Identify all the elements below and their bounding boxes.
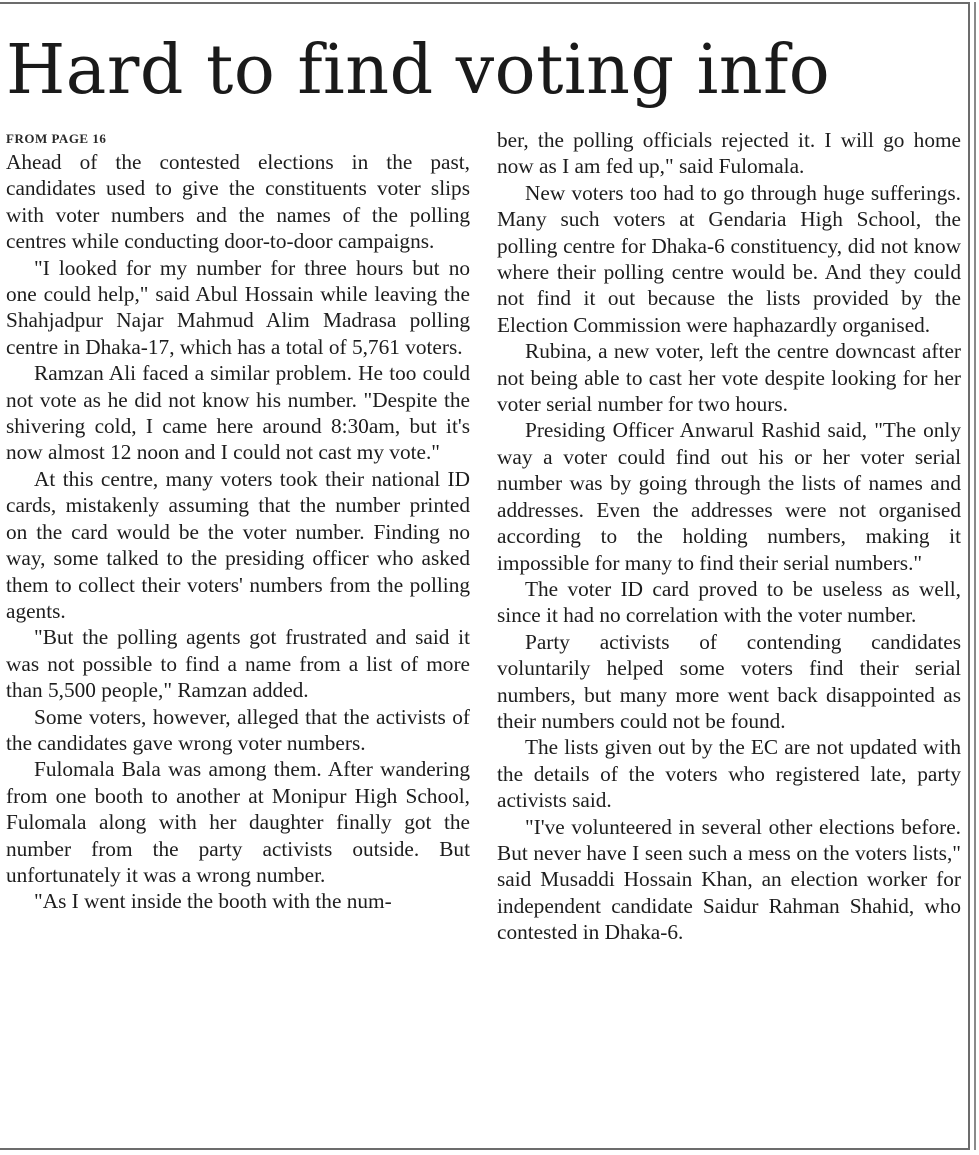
paragraph: Ramzan Ali faced a similar problem. He too could not vote as he did not know his number. "Despite the shivering cold, I came here around 8:30am, but it's now almost 12 noon and I could not cast my vote."	[6, 361, 470, 465]
paragraph: Ahead of the contested elections in the past, candidates used to give the constituents voter slips with voter numbers and the names of the polling centres while conducting door-to-door campaigns.	[6, 150, 470, 254]
right-rule	[968, 2, 970, 1150]
paragraph: The lists given out by the EC are not updated with the details of the voters who registered late, party activists said.	[497, 735, 961, 813]
paragraph: "I've volunteered in several other elections before. But never have I seen such a mess on the voters lists," said Musaddi Hossain Khan, an election worker for independent candidate Saidur Rahman Shahid, who contested in Dhaka-6.	[497, 814, 961, 945]
paragraph: The voter ID card proved to be useless as well, since it had no correlation with the voter number.	[497, 576, 961, 628]
paragraph: "As I went inside the booth with the num-	[34, 889, 392, 914]
right-column	[497, 127, 961, 1137]
paragraph: "I looked for my number for three hours but no one could help," said Abul Hossain while leaving the Shahjadpur Najar Mahmud Alim Madrasa polling centre in Dhaka-17, which has a total of 5,761 voters.	[6, 255, 470, 359]
paragraph: Some voters, however, alleged that the activists of the candidates gave wrong voter numbers.	[6, 704, 470, 755]
paragraph: Presiding Officer Anwarul Rashid said, "The only way a voter could find out his or her voter serial number was by going through the lists of names and addresses. Even the addresses were not organised according to the holding numbers, making it impossible for many to find their serial numbers."	[497, 418, 961, 575]
paragraph: ber, the polling officials rejected it. I will go home now as I am fed up," said Fulomala.	[497, 128, 961, 179]
top-rule	[0, 2, 968, 4]
paragraph: "But the polling agents got frustrated and said it was not possible to find a name from a list of more than 5,500 people," Ramzan added.	[6, 625, 470, 703]
paragraph: New voters too had to go through huge sufferings. Many such voters at Gendaria High School, the polling centre for Dhaka-6 constituency, did not know where their polling centre would be. And they could not find it out because the lists provided by the Election Commission were haphazardly organised.	[497, 180, 961, 337]
paragraph: Fulomala Bala was among them. After wandering from one booth to another at Monipur High School, Fulomala along with her daughter finally got the number from the party activists outside. But unfortunately it was a wrong number.	[6, 757, 470, 887]
paragraph: Rubina, a new voter, left the centre downcast after not being able to cast her vote despite looking for her voter serial number for two hours.	[497, 339, 961, 417]
bottom-rule	[0, 1148, 968, 1150]
paragraph: At this centre, many voters took their national ID cards, mistakenly assuming that the number printed on the card would be the voter number. Finding no way, some talked to the presiding officer who asked them to collect their voters' numbers from the polling agents.	[6, 466, 470, 623]
headline: Hard to find voting info	[6, 31, 831, 110]
right-outer-rule	[974, 2, 976, 1150]
paragraph: Party activists of contending candidates voluntarily helped some voters find their serial numbers, but many more went back disappointed as their numbers could not be found.	[497, 629, 961, 733]
left-column	[6, 127, 470, 1137]
continuation-kicker: FROM PAGE 16	[6, 131, 107, 146]
